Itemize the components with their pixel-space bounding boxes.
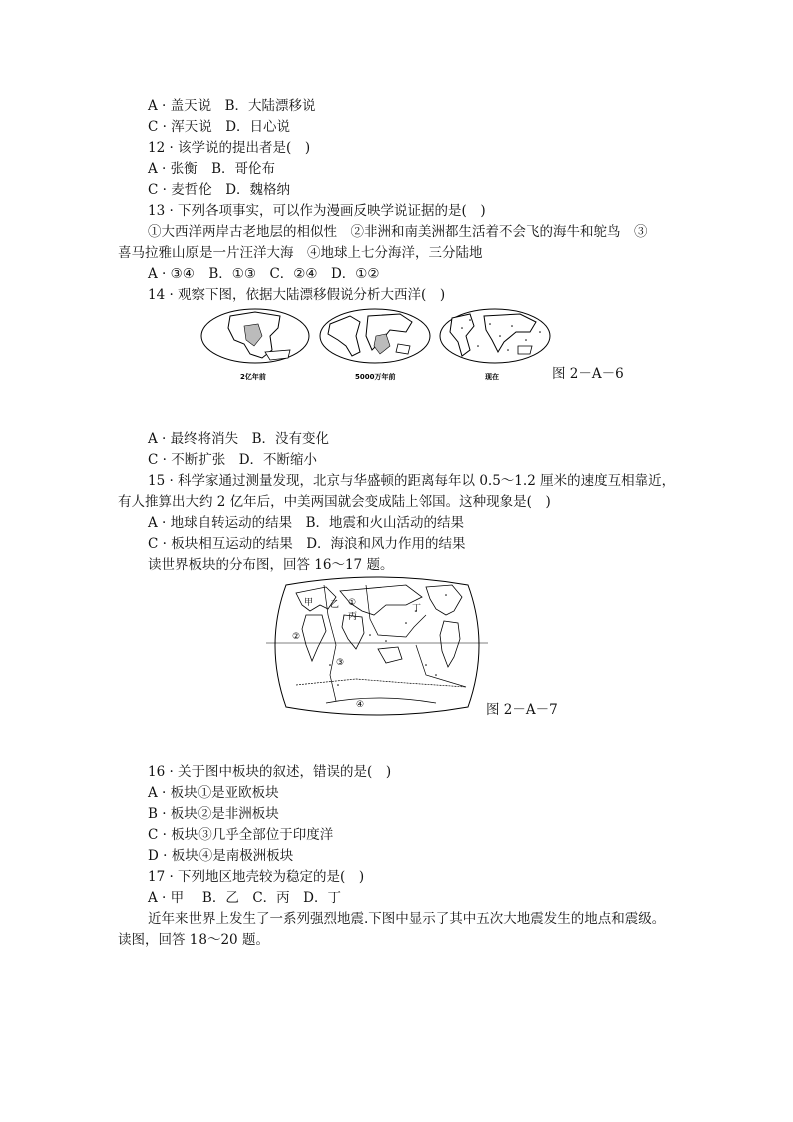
text-line: A · 最终将消失 B．没有变化 <box>148 431 330 447</box>
text-line: 有人推算出大约 2 亿年后，中美两国就会变成陆上邻国。这种现象是( ) <box>118 494 551 510</box>
plate-label-3: ③ <box>336 658 345 668</box>
plate-label-2: ② <box>292 632 301 642</box>
map-present <box>440 309 550 381</box>
plate-label-bing: 丙 <box>348 612 358 622</box>
map-label: 2亿年前 <box>240 373 266 381</box>
text-line: A · 板块①是亚欧板块 <box>148 785 279 801</box>
text-line: 喜马拉雅山原是一片汪洋大海 ④地球上七分海洋，三分陆地 <box>118 245 483 261</box>
question-16: 16 · 关于图中板块的叙述，错误的是( ) <box>148 764 392 780</box>
text-line: B · 板块②是非洲板块 <box>148 806 279 822</box>
figure-2-a-7 <box>266 575 488 717</box>
question-15: 15 · 科学家通过测量发现，北京与华盛顿的距离每年以 0.5～1.2 厘米的速度互相靠近， <box>148 473 676 489</box>
text-line: C · 不断扩张 D．不断缩小 <box>148 452 318 468</box>
plate-label-yi: 乙 <box>330 600 340 610</box>
text-line: C · 板块相互运动的结果 D．海浪和风力作用的结果 <box>148 536 466 552</box>
plate-label-1: ① <box>348 598 357 608</box>
figure-caption: 图 2－A－7 <box>486 702 558 718</box>
text-line: A · 盖天说 B．大陆漂移说 <box>148 98 316 114</box>
text-line: ①大西洋两岸古老地层的相似性 ②非洲和南美洲都生活着不会飞的海牛和鸵鸟 ③ <box>148 224 648 240</box>
text-line: 读世界板块的分布图，回答 16～17 题。 <box>148 557 394 573</box>
text-line: A · 甲 B．乙 C．丙 D．丁 <box>148 890 341 906</box>
text-line: C · 板块③几乎全部位于印度洋 <box>148 827 334 843</box>
text-line: C · 麦哲伦 D．魏格纳 <box>148 182 291 198</box>
map-200-million-years <box>201 309 309 381</box>
map-label: 现在 <box>485 373 499 381</box>
plate-label-4: ④ <box>356 700 365 710</box>
text-line: 读图，回答 18～20 题。 <box>118 932 269 948</box>
plate-label-ding: 丁 <box>412 604 422 614</box>
figure-caption: 图 2－A－6 <box>552 366 624 382</box>
text-line: 近年来世界上发生了一系列强烈地震.下图中显示了其中五次大地震发生的地点和震级。 <box>148 911 666 927</box>
question-13: 13 · 下列各项事实，可以作为漫画反映学说证据的是( ) <box>148 203 486 219</box>
question-14: 14 · 观察下图，依据大陆漂移假说分析大西洋( ) <box>148 287 446 303</box>
plate-label-jia: 甲 <box>304 598 314 608</box>
text-line: C · 浑天说 D．日心说 <box>148 119 291 135</box>
text-line: A · 地球自转运动的结果 B．地震和火山活动的结果 <box>148 515 465 531</box>
map-50-million-years <box>320 309 430 381</box>
question-12: 12 · 该学说的提出者是( ) <box>148 140 311 156</box>
question-17: 17 · 下列地区地壳较为稳定的是( ) <box>148 869 365 885</box>
figure-2-a-6 <box>200 306 560 382</box>
text-line: D · 板块④是南极洲板块 <box>148 848 294 864</box>
text-line: A · 张衡 B．哥伦布 <box>148 161 276 177</box>
map-label: 5000万年前 <box>355 373 396 381</box>
text-line: A · ③④ B．①③ C．②④ D．①② <box>148 266 380 282</box>
